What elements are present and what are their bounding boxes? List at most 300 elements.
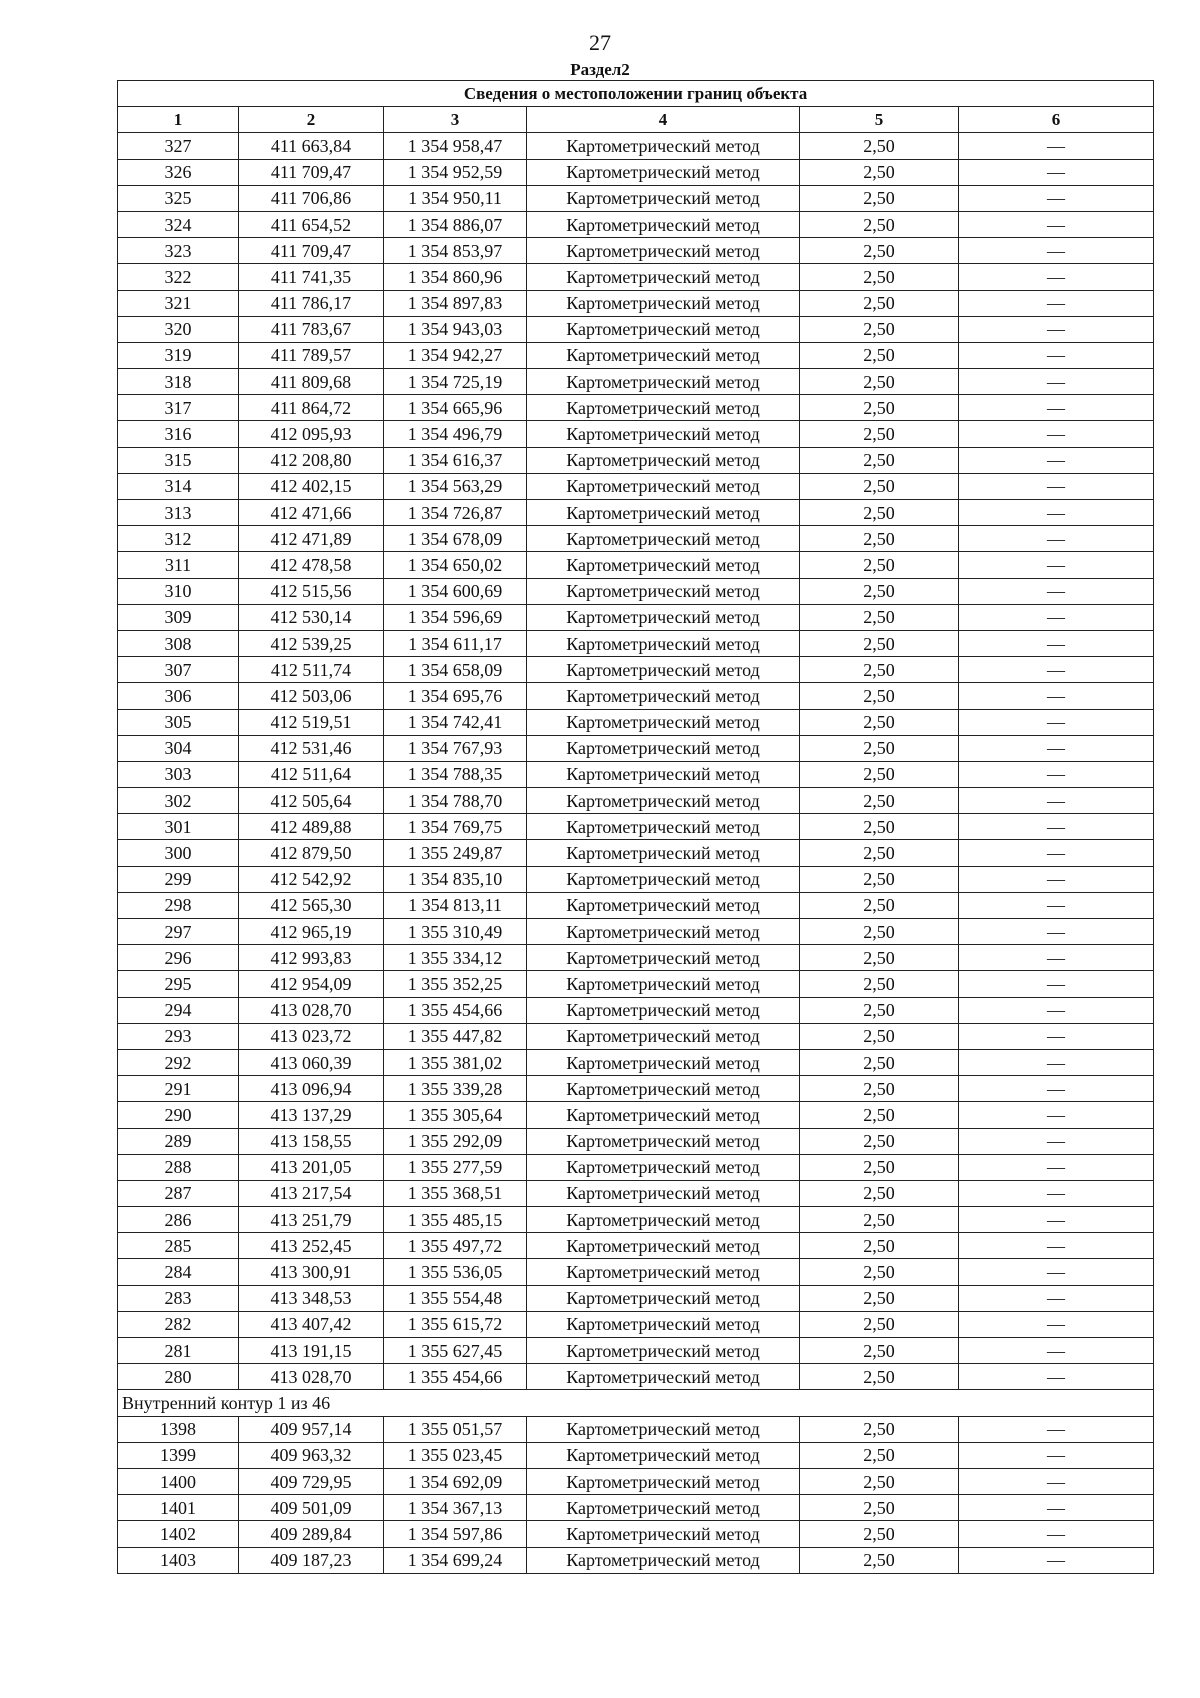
coordinate-x: 412 471,89 (239, 526, 384, 552)
coordinate-y: 1 354 886,07 (384, 211, 527, 237)
point-number: 283 (118, 1285, 239, 1311)
table-row (118, 604, 1154, 630)
coordinate-x: 412 965,19 (239, 919, 384, 945)
coordinate-x: 412 478,58 (239, 552, 384, 578)
accuracy: 2,50 (800, 290, 959, 316)
accuracy: 2,50 (800, 735, 959, 761)
method: Картометрический метод (527, 1049, 800, 1075)
method: Картометрический метод (527, 1023, 800, 1049)
table-row (118, 447, 1154, 473)
description: — (959, 919, 1154, 945)
accuracy: 2,50 (800, 1416, 959, 1442)
table-row (118, 342, 1154, 368)
point-number: 317 (118, 395, 239, 421)
method: Картометрический метод (527, 578, 800, 604)
accuracy: 2,50 (800, 342, 959, 368)
coordinate-y: 1 354 563,29 (384, 473, 527, 499)
point-number: 320 (118, 316, 239, 342)
method: Картометрический метод (527, 552, 800, 578)
method: Картометрический метод (527, 1076, 800, 1102)
coordinate-y: 1 355 249,87 (384, 840, 527, 866)
table-row (118, 892, 1154, 918)
description: — (959, 1521, 1154, 1547)
point-number: 301 (118, 814, 239, 840)
coordinate-x: 413 096,94 (239, 1076, 384, 1102)
point-number: 319 (118, 342, 239, 368)
method: Картометрический метод (527, 657, 800, 683)
accuracy: 2,50 (800, 866, 959, 892)
section-title: Раздел2 (570, 60, 630, 79)
table-row (118, 369, 1154, 395)
coordinate-x: 412 511,64 (239, 761, 384, 787)
coordinate-y: 1 355 339,28 (384, 1076, 527, 1102)
coordinate-x: 412 519,51 (239, 709, 384, 735)
accuracy: 2,50 (800, 1468, 959, 1494)
accuracy: 2,50 (800, 500, 959, 526)
coordinate-y: 1 354 367,13 (384, 1495, 527, 1521)
coordinate-x: 411 786,17 (239, 290, 384, 316)
coordinate-y: 1 354 853,97 (384, 238, 527, 264)
description: — (959, 526, 1154, 552)
method: Картометрический метод (527, 1547, 800, 1573)
accuracy: 2,50 (800, 997, 959, 1023)
description: — (959, 316, 1154, 342)
point-number: 286 (118, 1207, 239, 1233)
coordinate-x: 412 402,15 (239, 473, 384, 499)
point-number: 287 (118, 1180, 239, 1206)
description: — (959, 788, 1154, 814)
table-row (118, 185, 1154, 211)
description: — (959, 133, 1154, 159)
description: — (959, 1416, 1154, 1442)
coordinate-y: 1 354 835,10 (384, 866, 527, 892)
table-row (118, 264, 1154, 290)
point-number: 312 (118, 526, 239, 552)
column-header: 3 (384, 107, 527, 133)
accuracy: 2,50 (800, 1338, 959, 1364)
coordinates-table (117, 80, 1154, 1574)
method: Картометрический метод (527, 133, 800, 159)
coordinate-x: 413 158,55 (239, 1128, 384, 1154)
method: Картометрический метод (527, 1207, 800, 1233)
accuracy: 2,50 (800, 1495, 959, 1521)
coordinate-x: 413 217,54 (239, 1180, 384, 1206)
table-row (118, 1521, 1154, 1547)
coordinate-y: 1 354 665,96 (384, 395, 527, 421)
accuracy: 2,50 (800, 1364, 959, 1390)
method: Картометрический метод (527, 971, 800, 997)
description: — (959, 369, 1154, 395)
coordinate-y: 1 354 726,87 (384, 500, 527, 526)
coordinate-x: 413 251,79 (239, 1207, 384, 1233)
coordinate-x: 413 348,53 (239, 1285, 384, 1311)
method: Картометрический метод (527, 1364, 800, 1390)
table-row (118, 1547, 1154, 1573)
coordinate-y: 1 354 813,11 (384, 892, 527, 918)
accuracy: 2,50 (800, 1547, 959, 1573)
description: — (959, 238, 1154, 264)
point-number: 315 (118, 447, 239, 473)
page-number: 27 (589, 30, 611, 55)
accuracy: 2,50 (800, 840, 959, 866)
point-number: 311 (118, 552, 239, 578)
coordinate-y: 1 355 292,09 (384, 1128, 527, 1154)
method: Картометрический метод (527, 919, 800, 945)
coordinate-x: 412 531,46 (239, 735, 384, 761)
accuracy: 2,50 (800, 1285, 959, 1311)
table-header-row (118, 107, 1154, 133)
method: Картометрический метод (527, 1259, 800, 1285)
method: Картометрический метод (527, 1521, 800, 1547)
coordinate-x: 411 789,57 (239, 342, 384, 368)
coordinate-y: 1 354 600,69 (384, 578, 527, 604)
accuracy: 2,50 (800, 1180, 959, 1206)
point-number: 303 (118, 761, 239, 787)
coordinate-y: 1 354 952,59 (384, 159, 527, 185)
coordinate-x: 411 709,47 (239, 238, 384, 264)
coordinate-x: 411 663,84 (239, 133, 384, 159)
table-row (118, 1233, 1154, 1259)
description: — (959, 290, 1154, 316)
accuracy: 2,50 (800, 788, 959, 814)
accuracy: 2,50 (800, 238, 959, 264)
description: — (959, 1233, 1154, 1259)
table-row (118, 1442, 1154, 1468)
method: Картометрический метод (527, 238, 800, 264)
accuracy: 2,50 (800, 1154, 959, 1180)
coordinate-y: 1 354 788,35 (384, 761, 527, 787)
method: Картометрический метод (527, 369, 800, 395)
coordinate-y: 1 354 950,11 (384, 185, 527, 211)
table-row (118, 1416, 1154, 1442)
coordinate-y: 1 355 305,64 (384, 1102, 527, 1128)
description: — (959, 447, 1154, 473)
point-number: 1403 (118, 1547, 239, 1573)
point-number: 313 (118, 500, 239, 526)
coordinate-y: 1 355 310,49 (384, 919, 527, 945)
accuracy: 2,50 (800, 1076, 959, 1102)
table-row (118, 133, 1154, 159)
table-row (118, 552, 1154, 578)
table-row (118, 1128, 1154, 1154)
accuracy: 2,50 (800, 1128, 959, 1154)
description: — (959, 657, 1154, 683)
point-number: 324 (118, 211, 239, 237)
coordinate-y: 1 354 597,86 (384, 1521, 527, 1547)
contour-section (118, 1390, 1154, 1416)
table-row (118, 1154, 1154, 1180)
table-row (118, 526, 1154, 552)
description: — (959, 709, 1154, 735)
point-number: 291 (118, 1076, 239, 1102)
description: — (959, 1364, 1154, 1390)
coordinate-y: 1 354 611,17 (384, 630, 527, 656)
table-row (118, 709, 1154, 735)
point-number: 294 (118, 997, 239, 1023)
coordinate-y: 1 355 454,66 (384, 1364, 527, 1390)
table-row (118, 211, 1154, 237)
point-number: 321 (118, 290, 239, 316)
coordinate-x: 411 741,35 (239, 264, 384, 290)
method: Картометрический метод (527, 1495, 800, 1521)
method: Картометрический метод (527, 814, 800, 840)
accuracy: 2,50 (800, 578, 959, 604)
point-number: 282 (118, 1311, 239, 1337)
description: — (959, 578, 1154, 604)
accuracy: 2,50 (800, 264, 959, 290)
method: Картометрический метод (527, 840, 800, 866)
table-row (118, 1102, 1154, 1128)
method: Картометрический метод (527, 1128, 800, 1154)
method: Картометрический метод (527, 866, 800, 892)
description: — (959, 342, 1154, 368)
description: — (959, 185, 1154, 211)
coordinate-y: 1 355 554,48 (384, 1285, 527, 1311)
table-row (118, 1023, 1154, 1049)
description: — (959, 1311, 1154, 1337)
point-number: 314 (118, 473, 239, 499)
description: — (959, 1259, 1154, 1285)
accuracy: 2,50 (800, 657, 959, 683)
coordinate-y: 1 354 958,47 (384, 133, 527, 159)
method: Картометрический метод (527, 1442, 800, 1468)
accuracy: 2,50 (800, 447, 959, 473)
coordinate-x: 412 954,09 (239, 971, 384, 997)
method: Картометрический метод (527, 447, 800, 473)
point-number: 1398 (118, 1416, 239, 1442)
method: Картометрический метод (527, 290, 800, 316)
point-number: 1399 (118, 1442, 239, 1468)
coordinate-y: 1 355 352,25 (384, 971, 527, 997)
description: — (959, 1285, 1154, 1311)
coordinate-x: 413 060,39 (239, 1049, 384, 1075)
point-number: 293 (118, 1023, 239, 1049)
coordinate-y: 1 354 769,75 (384, 814, 527, 840)
point-number: 308 (118, 630, 239, 656)
description: — (959, 1023, 1154, 1049)
coordinate-x: 412 208,80 (239, 447, 384, 473)
table-row (118, 1468, 1154, 1494)
table-row (118, 1259, 1154, 1285)
point-number: 307 (118, 657, 239, 683)
accuracy: 2,50 (800, 1207, 959, 1233)
table-row (118, 316, 1154, 342)
description: — (959, 211, 1154, 237)
description: — (959, 473, 1154, 499)
coordinate-y: 1 354 678,09 (384, 526, 527, 552)
description: — (959, 814, 1154, 840)
coordinate-x: 413 137,29 (239, 1102, 384, 1128)
coordinate-x: 412 505,64 (239, 788, 384, 814)
coordinate-x: 412 489,88 (239, 814, 384, 840)
accuracy: 2,50 (800, 1049, 959, 1075)
accuracy: 2,50 (800, 552, 959, 578)
table-row (118, 866, 1154, 892)
coordinate-y: 1 355 536,05 (384, 1259, 527, 1285)
method: Картометрический метод (527, 1180, 800, 1206)
column-header: 6 (959, 107, 1154, 133)
description: — (959, 997, 1154, 1023)
coordinate-x: 412 095,93 (239, 421, 384, 447)
table-row (118, 630, 1154, 656)
table-row (118, 1338, 1154, 1364)
accuracy: 2,50 (800, 1102, 959, 1128)
coordinate-y: 1 355 497,72 (384, 1233, 527, 1259)
coordinate-y: 1 354 860,96 (384, 264, 527, 290)
accuracy: 2,50 (800, 421, 959, 447)
description: — (959, 1076, 1154, 1102)
table-row (118, 1495, 1154, 1521)
table-row (118, 473, 1154, 499)
description: — (959, 892, 1154, 918)
method: Картометрический метод (527, 683, 800, 709)
coordinate-y: 1 355 381,02 (384, 1049, 527, 1075)
column-header: 1 (118, 107, 239, 133)
accuracy: 2,50 (800, 945, 959, 971)
point-number: 300 (118, 840, 239, 866)
description: — (959, 683, 1154, 709)
coordinate-x: 413 023,72 (239, 1023, 384, 1049)
accuracy: 2,50 (800, 971, 959, 997)
method: Картометрический метод (527, 1102, 800, 1128)
method: Картометрический метод (527, 788, 800, 814)
description: — (959, 264, 1154, 290)
coordinate-x: 412 530,14 (239, 604, 384, 630)
table-row (118, 578, 1154, 604)
accuracy: 2,50 (800, 1311, 959, 1337)
table-title: Сведения о местоположении границ объекта (118, 81, 1154, 107)
coordinate-y: 1 355 447,82 (384, 1023, 527, 1049)
coordinate-x: 409 963,32 (239, 1442, 384, 1468)
accuracy: 2,50 (800, 814, 959, 840)
accuracy: 2,50 (800, 1023, 959, 1049)
point-number: 305 (118, 709, 239, 735)
method: Картометрический метод (527, 185, 800, 211)
point-number: 1402 (118, 1521, 239, 1547)
accuracy: 2,50 (800, 185, 959, 211)
point-number: 325 (118, 185, 239, 211)
coordinate-y: 1 354 725,19 (384, 369, 527, 395)
method: Картометрический метод (527, 709, 800, 735)
description: — (959, 1442, 1154, 1468)
point-number: 309 (118, 604, 239, 630)
coordinate-x: 413 407,42 (239, 1311, 384, 1337)
coordinate-x: 411 809,68 (239, 369, 384, 395)
point-number: 284 (118, 1259, 239, 1285)
point-number: 323 (118, 238, 239, 264)
coordinate-x: 411 783,67 (239, 316, 384, 342)
accuracy: 2,50 (800, 395, 959, 421)
coordinate-y: 1 355 051,57 (384, 1416, 527, 1442)
description: — (959, 604, 1154, 630)
accuracy: 2,50 (800, 630, 959, 656)
accuracy: 2,50 (800, 892, 959, 918)
accuracy: 2,50 (800, 1521, 959, 1547)
method: Картометрический метод (527, 945, 800, 971)
table-row (118, 395, 1154, 421)
method: Картометрический метод (527, 997, 800, 1023)
coordinate-y: 1 355 023,45 (384, 1442, 527, 1468)
accuracy: 2,50 (800, 1233, 959, 1259)
point-number: 322 (118, 264, 239, 290)
description: — (959, 945, 1154, 971)
accuracy: 2,50 (800, 211, 959, 237)
accuracy: 2,50 (800, 919, 959, 945)
method: Картометрический метод (527, 604, 800, 630)
point-number: 298 (118, 892, 239, 918)
method: Картометрический метод (527, 1285, 800, 1311)
table-row (118, 1207, 1154, 1233)
coordinate-x: 413 300,91 (239, 1259, 384, 1285)
point-number: 289 (118, 1128, 239, 1154)
coordinate-x: 413 028,70 (239, 997, 384, 1023)
method: Картометрический метод (527, 500, 800, 526)
coordinate-x: 412 511,74 (239, 657, 384, 683)
method: Картометрический метод (527, 1338, 800, 1364)
coordinate-x: 412 539,25 (239, 630, 384, 656)
point-number: 302 (118, 788, 239, 814)
table-row (118, 500, 1154, 526)
coordinate-x: 413 252,45 (239, 1233, 384, 1259)
description: — (959, 1468, 1154, 1494)
coordinate-y: 1 354 943,03 (384, 316, 527, 342)
accuracy: 2,50 (800, 761, 959, 787)
method: Картометрический метод (527, 1416, 800, 1442)
point-number: 1400 (118, 1468, 239, 1494)
coordinate-y: 1 354 692,09 (384, 1468, 527, 1494)
table-row (118, 971, 1154, 997)
table-row (118, 290, 1154, 316)
accuracy: 2,50 (800, 604, 959, 630)
method: Картометрический метод (527, 264, 800, 290)
coordinate-y: 1 355 627,45 (384, 1338, 527, 1364)
table-row (118, 761, 1154, 787)
description: — (959, 1547, 1154, 1573)
point-number: 285 (118, 1233, 239, 1259)
description: — (959, 395, 1154, 421)
point-number: 295 (118, 971, 239, 997)
point-number: 290 (118, 1102, 239, 1128)
point-number: 318 (118, 369, 239, 395)
table-row (118, 657, 1154, 683)
description: — (959, 1495, 1154, 1521)
method: Картометрический метод (527, 421, 800, 447)
coordinate-y: 1 354 616,37 (384, 447, 527, 473)
method: Картометрический метод (527, 211, 800, 237)
table-row (118, 919, 1154, 945)
inner-contour-rows (118, 1416, 1154, 1573)
accuracy: 2,50 (800, 1442, 959, 1468)
description: — (959, 500, 1154, 526)
coordinate-x: 411 709,47 (239, 159, 384, 185)
method: Картометрический метод (527, 159, 800, 185)
accuracy: 2,50 (800, 159, 959, 185)
description: — (959, 159, 1154, 185)
description: — (959, 630, 1154, 656)
coordinate-y: 1 354 942,27 (384, 342, 527, 368)
column-header: 2 (239, 107, 384, 133)
accuracy: 2,50 (800, 316, 959, 342)
coordinate-y: 1 355 615,72 (384, 1311, 527, 1337)
point-number: 306 (118, 683, 239, 709)
description: — (959, 1207, 1154, 1233)
table-row (118, 1285, 1154, 1311)
method: Картометрический метод (527, 342, 800, 368)
table-row (118, 421, 1154, 447)
accuracy: 2,50 (800, 473, 959, 499)
coordinate-x: 413 028,70 (239, 1364, 384, 1390)
coordinate-x: 412 542,92 (239, 866, 384, 892)
